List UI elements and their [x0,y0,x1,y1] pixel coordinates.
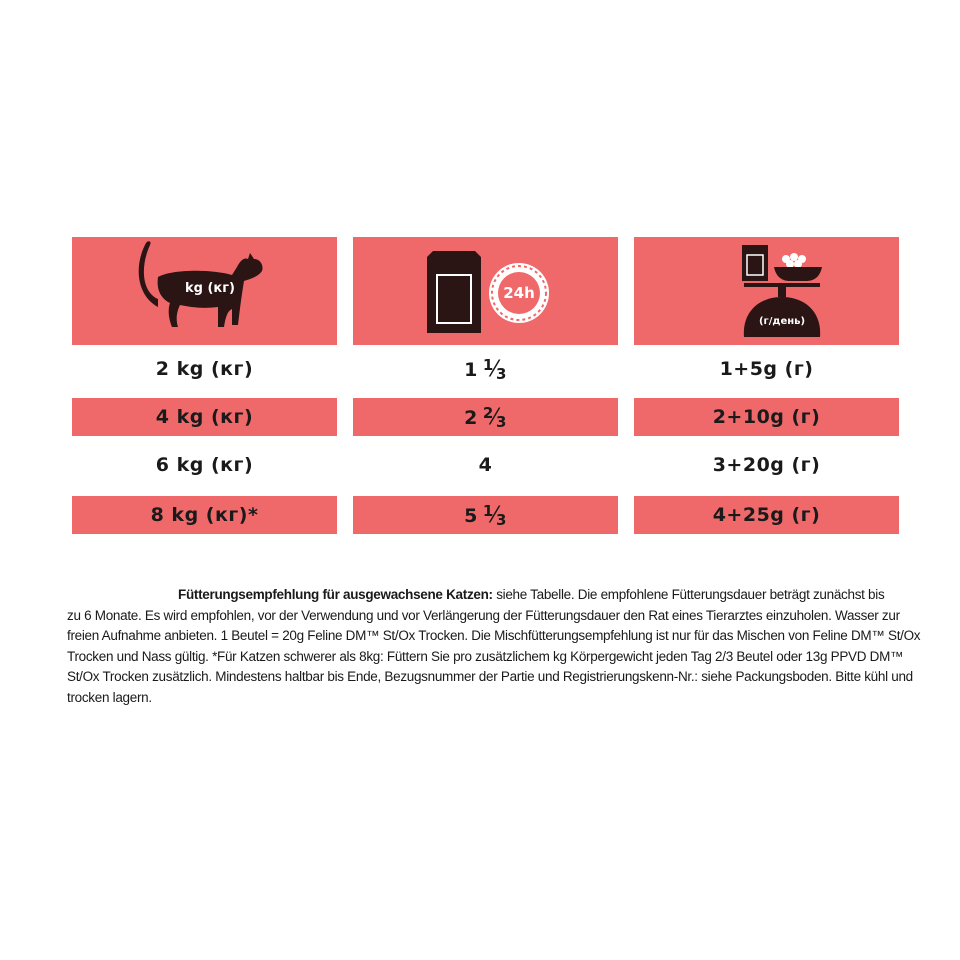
fraction-slash: ⁄ [492,502,497,528]
note-first-line-rest: siehe Tabelle. Die empfohlene Fütterungsdauer beträgt zunächst bis [492,587,885,602]
fraction [464,405,507,430]
fraction-numerator: 1 [482,355,494,374]
row-2-weight: 4 kg (кг) [72,398,337,436]
row-4-weight: 8 kg (кг)* [72,496,337,534]
row-3-pouches [353,446,618,484]
fraction-whole: 5 [464,504,478,527]
scale-icon [634,237,899,345]
row-2-dose: 2+10g (г) [634,398,899,436]
duration-badge-text: 24h [503,284,535,302]
note-first-line [178,585,898,606]
food-bowl-icon [774,253,822,281]
fraction-slash: ⁄ [492,356,497,382]
row-4-dose: 4+25g (г) [634,496,899,534]
row-1-weight: 2 kg (кг) [155,358,254,380]
fraction-denominator: 3 [495,412,507,431]
header-dose-cell [634,237,899,345]
row-2-pouches [353,398,618,436]
header-duration-cell [353,237,618,345]
fraction-numerator: 2 [482,403,494,422]
note-bold-lead: Fütterungsempfehlung für ausgewachsene Katzen: [178,587,493,602]
clock-24h-icon [489,263,549,323]
fraction [464,503,507,528]
fraction-whole: 1 [464,358,478,381]
row-1-pouches [353,350,618,388]
fraction-denominator: 3 [495,364,507,383]
food-bag-icon [427,251,481,333]
pouch-clock-icon [353,237,618,345]
fraction [464,357,507,382]
header-weight-cell [72,237,337,345]
row-1-dose: 1+5g (г) [719,358,814,380]
row-3-dose: 3+20g (г) [712,454,821,476]
fraction-numerator: 1 [482,501,494,520]
note-body: zu 6 Monate. Es wird empfohlen, vor der Verwendung und vor Verlängerung der Fütterungsdauer den Rat eines Tierarztes einzuholen. Wasser zur freien Aufnahme anbieten. 1 Beutel = 20g Feline DM™ St/Ox Trocken. Die Mischfütterungsempfehlung ist nur für das Mischen von Feline DM™ St/Ox Trocken und Nass gültig. *Für Katzen schwerer als 8kg: Füttern Sie pro zusätzlichem kg Körpergewicht jeden Tag 2/3 Beutel oder 13g PPVD DM™ St/Ox Trocken zusätzlich. Mindestens haltbar bis Ende, Bezugsnummer der Partie und Registrierungskenn-Nr.: siehe Packungsboden. Bitte kühl und trocken lagern. [67,607,921,705]
row-4-pouches [353,496,618,534]
cat-icon [72,237,337,345]
fraction-denominator: 3 [495,510,507,529]
pouch-count: 4 [478,454,493,476]
weight-icon-label: kg (кг) [185,281,235,296]
dose-unit-label: (г/день) [758,316,806,327]
row-3-weight: 6 kg (кг) [155,454,254,476]
fraction-whole: 2 [464,406,478,429]
feeding-recommendation-text [67,585,923,708]
fraction-slash: ⁄ [492,404,497,430]
